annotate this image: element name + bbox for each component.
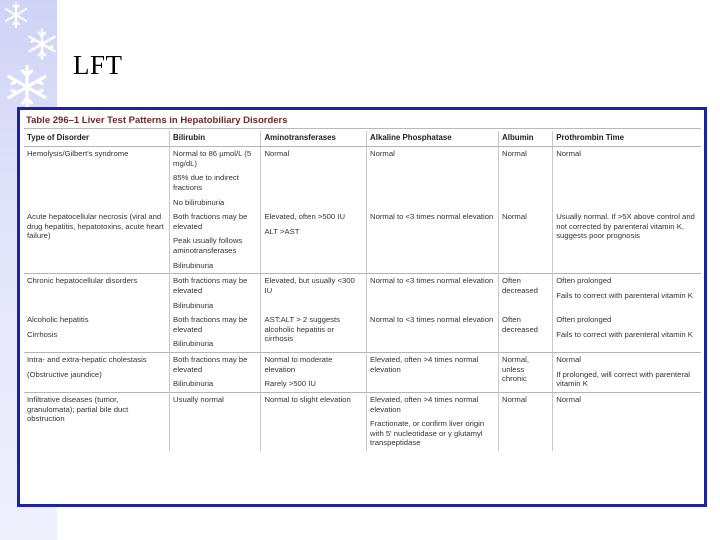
- table-cell-bilirubin: [170, 274, 261, 313]
- cell-text: No bilirubinuria: [173, 197, 225, 207]
- cell-text: Normal to moderate elevation: [264, 355, 333, 374]
- cell-text: Normal: [556, 149, 581, 158]
- liver-test-table: [24, 131, 701, 451]
- cell-text: Often prolonged: [556, 315, 612, 325]
- snowflake-icon: [26, 28, 58, 60]
- cell-text: Both fractions may be elevated: [173, 212, 248, 231]
- table-cell-albumin: [499, 210, 553, 274]
- cell-text: Peak usually follows aminotransferases: [173, 236, 243, 255]
- cell-text: Hemolysis/Gilbert's syndrome: [27, 149, 129, 158]
- cell-text: (Obstructive jaundice): [27, 369, 102, 379]
- table-cell-bilirubin: [170, 210, 261, 274]
- cell-text: Normal to 86 μmol/L (5 mg/dL): [173, 149, 252, 168]
- cell-text: Normal, unless chronic: [502, 355, 529, 384]
- cell-text: Cirrhosis: [27, 329, 58, 339]
- column-header: Prothrombin Time: [553, 131, 701, 147]
- table-cell-prothrombin: [553, 210, 701, 274]
- table-row: [24, 147, 701, 211]
- slide-title: LFT: [73, 50, 123, 80]
- column-header: Type of Disorder: [24, 131, 170, 147]
- cell-text: Often decreased: [502, 276, 538, 295]
- cell-text: Usually normal. If >5X above control and not corrected by parenteral vitamin K, suggests poor prognosis: [556, 212, 695, 241]
- cell-text: Bilirubinuria: [173, 379, 214, 389]
- table-cell-disorder: [24, 210, 170, 274]
- table-row: [24, 274, 701, 313]
- table-cell-alkaline: [367, 210, 499, 274]
- cell-text: Chronic hepatocellular disorders: [27, 276, 138, 286]
- cell-text: ALT >AST: [264, 226, 300, 236]
- cell-text: Bilirubinuria: [173, 339, 214, 349]
- table-cell-aminotransferases: [261, 313, 367, 352]
- table-row: [24, 313, 701, 352]
- table-cell-aminotransferases: [261, 353, 367, 393]
- table-cell-bilirubin: [170, 147, 261, 211]
- table-cell-aminotransferases: [261, 274, 367, 313]
- cell-text: Normal: [264, 149, 290, 158]
- column-header: Aminotransferases: [261, 131, 367, 147]
- table-cell-bilirubin: [170, 313, 261, 352]
- cell-text: Often prolonged: [556, 276, 612, 286]
- cell-text: If prolonged, will correct with parenteral vitamin K: [556, 369, 690, 389]
- table-cell-albumin: [499, 392, 553, 451]
- cell-text: Normal to <3 times normal elevation: [370, 212, 494, 222]
- column-header: Alkaline Phosphatase: [367, 131, 499, 147]
- table-cell-prothrombin: [553, 313, 701, 352]
- table-cell-alkaline: [367, 353, 499, 393]
- table-cell-prothrombin: [553, 353, 701, 393]
- table-cell-alkaline: [367, 274, 499, 313]
- cell-text: Normal: [502, 394, 527, 404]
- cell-text: Infiltrative diseases (tumor, granulomata); partial bile duct obstruction: [27, 394, 129, 424]
- cell-text: Normal: [556, 394, 581, 404]
- cell-text: Fractionate, or confirm liver origin with 5' nucleotidase or γ glutamyl transpeptidase: [370, 419, 485, 448]
- cell-text: Alcoholic hepatitis: [27, 315, 89, 325]
- cell-text: Normal: [502, 149, 527, 158]
- table-cell-alkaline: [367, 313, 499, 352]
- table-cell-bilirubin: [170, 353, 261, 393]
- cell-text: Normal: [556, 355, 581, 364]
- cell-text: Normal to <3 times normal elevation: [370, 276, 494, 286]
- cell-text: Rarely >500 IU: [264, 379, 316, 389]
- column-header: Bilirubin: [170, 131, 261, 147]
- table-cell-albumin: [499, 313, 553, 352]
- table-cell-aminotransferases: [261, 147, 367, 211]
- snowflake-icon: [3, 2, 29, 28]
- cell-text: Often decreased: [502, 315, 538, 334]
- table-cell-disorder: [24, 274, 170, 313]
- cell-text: 85% due to indirect fractions: [173, 173, 239, 192]
- table-cell-disorder: [24, 313, 170, 352]
- table-cell-aminotransferases: [261, 210, 367, 274]
- cell-text: Normal to <3 times normal elevation: [370, 315, 494, 325]
- cell-text: Normal: [502, 212, 527, 222]
- cell-text: Elevated, but usually <300 IU: [264, 276, 355, 295]
- cell-text: Normal to slight elevation: [264, 394, 351, 404]
- snowflake-icon: [4, 64, 50, 110]
- table-image-frame: [17, 107, 707, 507]
- cell-text: Normal: [370, 149, 395, 158]
- table-row: [24, 392, 701, 451]
- table-row: [24, 353, 701, 393]
- table-cell-alkaline: [367, 392, 499, 451]
- table-caption: Table 296–1 Liver Test Patterns in Hepatobiliary Disorders: [24, 115, 701, 129]
- cell-text: Both fractions may be elevated: [173, 315, 248, 334]
- table-cell-aminotransferases: [261, 392, 367, 451]
- cell-text: Elevated, often >4 times normal elevation: [370, 394, 479, 414]
- cell-text: Elevated, often >500 IU: [264, 212, 345, 222]
- table-cell-prothrombin: [553, 392, 701, 451]
- table-cell-albumin: [499, 147, 553, 211]
- cell-text: Both fractions may be elevated: [173, 276, 248, 295]
- cell-text: Fails to correct with parenteral vitamin K: [556, 290, 693, 300]
- cell-text: Bilirubinuria: [173, 260, 214, 270]
- table-cell-disorder: [24, 147, 170, 211]
- table-cell-disorder: [24, 392, 170, 451]
- table-row: [24, 210, 701, 274]
- table-cell-bilirubin: [170, 392, 261, 451]
- table-cell-prothrombin: [553, 274, 701, 313]
- table-cell-prothrombin: [553, 147, 701, 211]
- column-header: Albumin: [499, 131, 553, 147]
- table-cell-disorder: [24, 353, 170, 393]
- cell-text: AST:ALT > 2 suggests alcoholic hepatitis or cirrhosis: [264, 315, 340, 344]
- cell-text: Acute hepatocellular necrosis (viral and drug hepatitis, hepatotoxins, acute heart failure): [27, 212, 164, 241]
- cell-text: Fails to correct with parenteral vitamin K: [556, 329, 693, 339]
- cell-text: Intra- and extra-hepatic cholestasis: [27, 355, 147, 364]
- cell-text: Bilirubinuria: [173, 300, 214, 310]
- table-cell-albumin: [499, 274, 553, 313]
- cell-text: Usually normal: [173, 394, 224, 404]
- cell-text: Both fractions may be elevated: [173, 355, 248, 374]
- table-cell-albumin: [499, 353, 553, 393]
- table-cell-alkaline: [367, 147, 499, 211]
- table-header-row: [24, 131, 701, 147]
- cell-text: Elevated, often >4 times normal elevation: [370, 355, 479, 374]
